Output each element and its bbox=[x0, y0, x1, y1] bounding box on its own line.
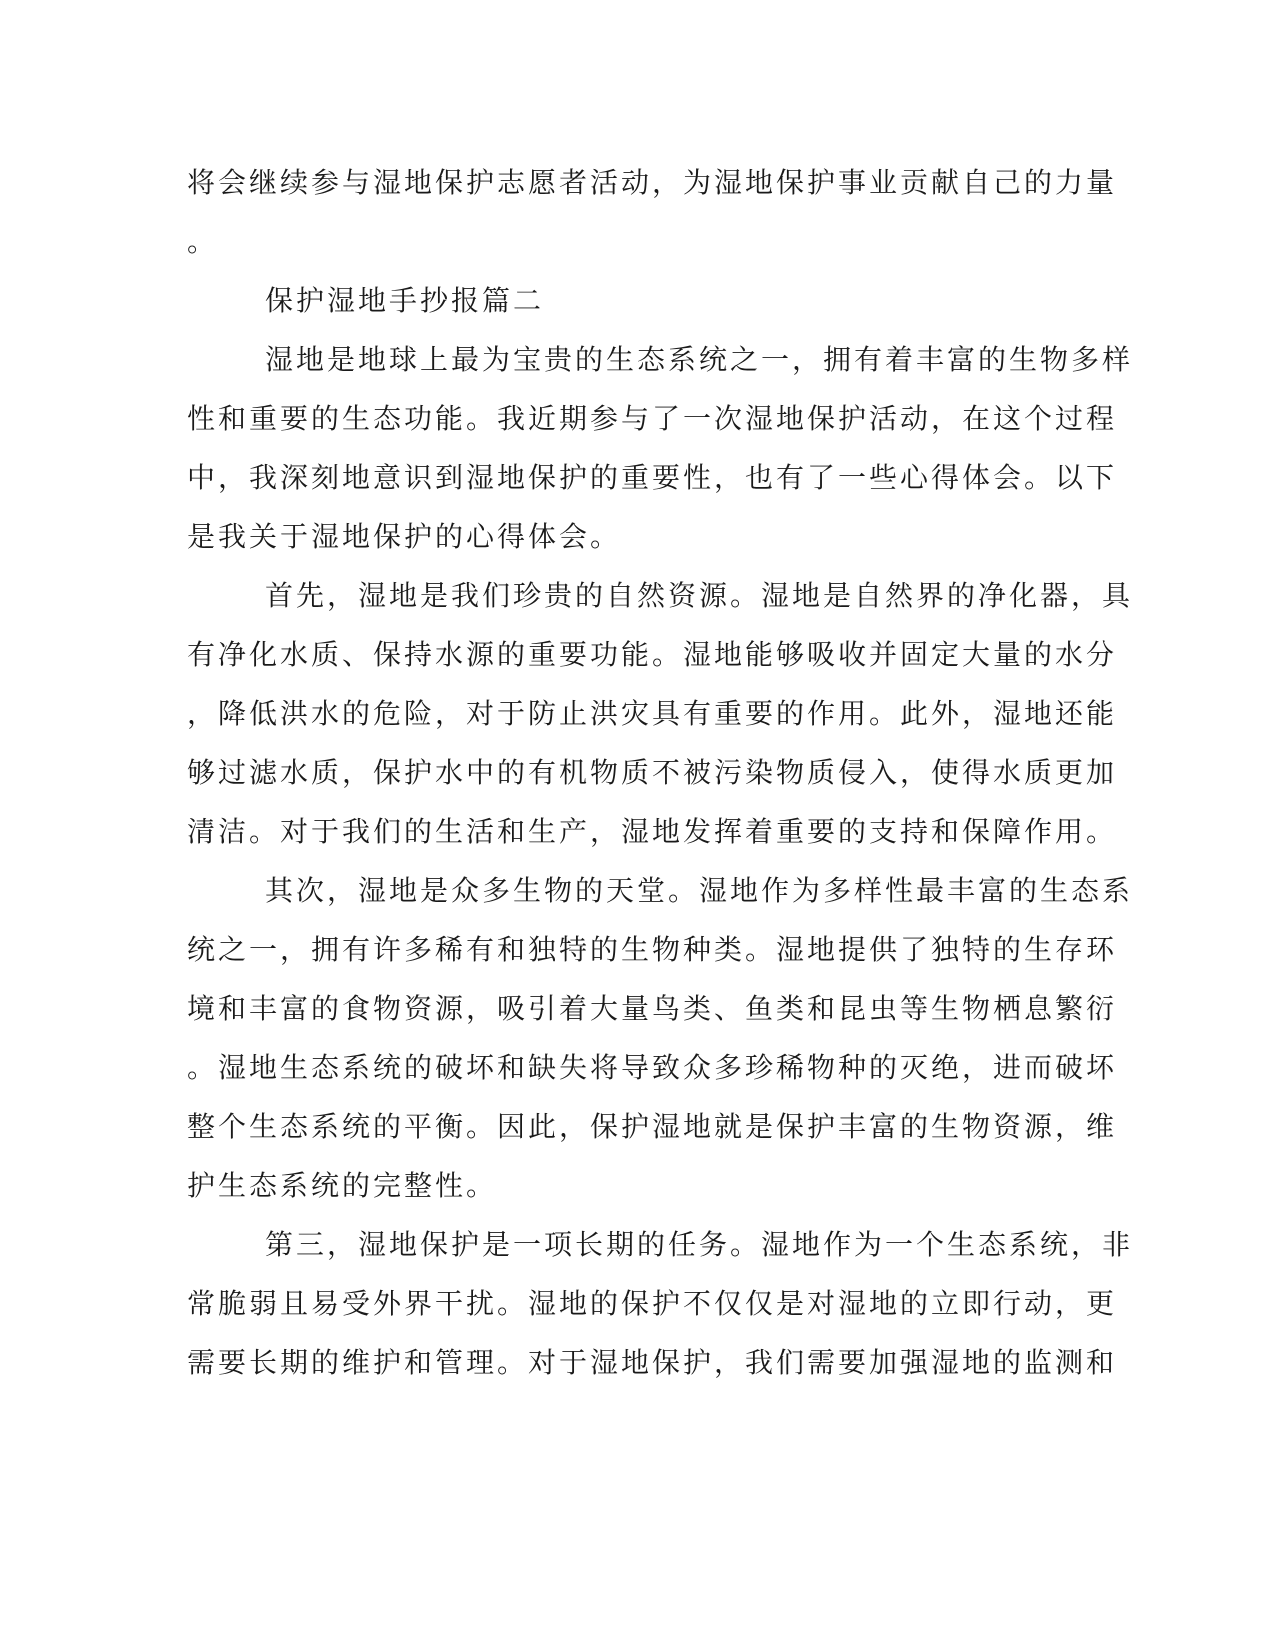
text-line: 。湿地生态系统的破坏和缺失将导致众多珍稀物种的灭绝，进而破坏 bbox=[187, 1051, 1118, 1084]
text-line: 是我关于湿地保护的心得体会。 bbox=[187, 520, 622, 553]
text-line: 统之一，拥有许多稀有和独特的生物种类。湿地提供了独特的生存环 bbox=[187, 933, 1118, 966]
text-line: 需要长期的维护和管理。对于湿地保护，我们需要加强湿地的监测和 bbox=[187, 1346, 1118, 1379]
text-line: 护生态系统的完整性。 bbox=[187, 1169, 498, 1202]
text-line: 清洁。对于我们的生活和生产，湿地发挥着重要的支持和保障作用。 bbox=[187, 815, 1118, 848]
text-line: 性和重要的生态功能。我近期参与了一次湿地保护活动，在这个过程 bbox=[187, 402, 1118, 435]
text-line: 境和丰富的食物资源，吸引着大量鸟类、鱼类和昆虫等生物栖息繁衍 bbox=[187, 992, 1118, 1025]
text-line: 将会继续参与湿地保护志愿者活动，为湿地保护事业贡献自己的力量 bbox=[187, 166, 1118, 199]
text-line: 首先，湿地是我们珍贵的自然资源。湿地是自然界的净化器，具 bbox=[265, 579, 1134, 612]
text-line: 第三，湿地保护是一项长期的任务。湿地作为一个生态系统，非 bbox=[265, 1228, 1134, 1261]
text-line: 够过滤水质，保护水中的有机物质不被污染物质侵入，使得水质更加 bbox=[187, 756, 1118, 789]
document-body bbox=[187, 163, 1134, 1402]
text-line: 中，我深刻地意识到湿地保护的重要性，也有了一些心得体会。以下 bbox=[187, 461, 1118, 494]
text-line: 湿地是地球上最为宝贵的生态系统之一，拥有着丰富的生物多样 bbox=[265, 343, 1134, 376]
text-line: 其次，湿地是众多生物的天堂。湿地作为多样性最丰富的生态系 bbox=[265, 874, 1134, 907]
text-line: 整个生态系统的平衡。因此，保护湿地就是保护丰富的生物资源，维 bbox=[187, 1110, 1118, 1143]
text-line: ，降低洪水的危险，对于防止洪灾具有重要的作用。此外，湿地还能 bbox=[187, 697, 1118, 730]
section-heading: 保护湿地手抄报篇二 bbox=[265, 284, 545, 317]
text-line: 有净化水质、保持水源的重要功能。湿地能够吸收并固定大量的水分 bbox=[187, 638, 1118, 671]
text-line: 常脆弱且易受外界干扰。湿地的保护不仅仅是对湿地的立即行动，更 bbox=[187, 1287, 1118, 1320]
text-line: 。 bbox=[187, 225, 219, 258]
